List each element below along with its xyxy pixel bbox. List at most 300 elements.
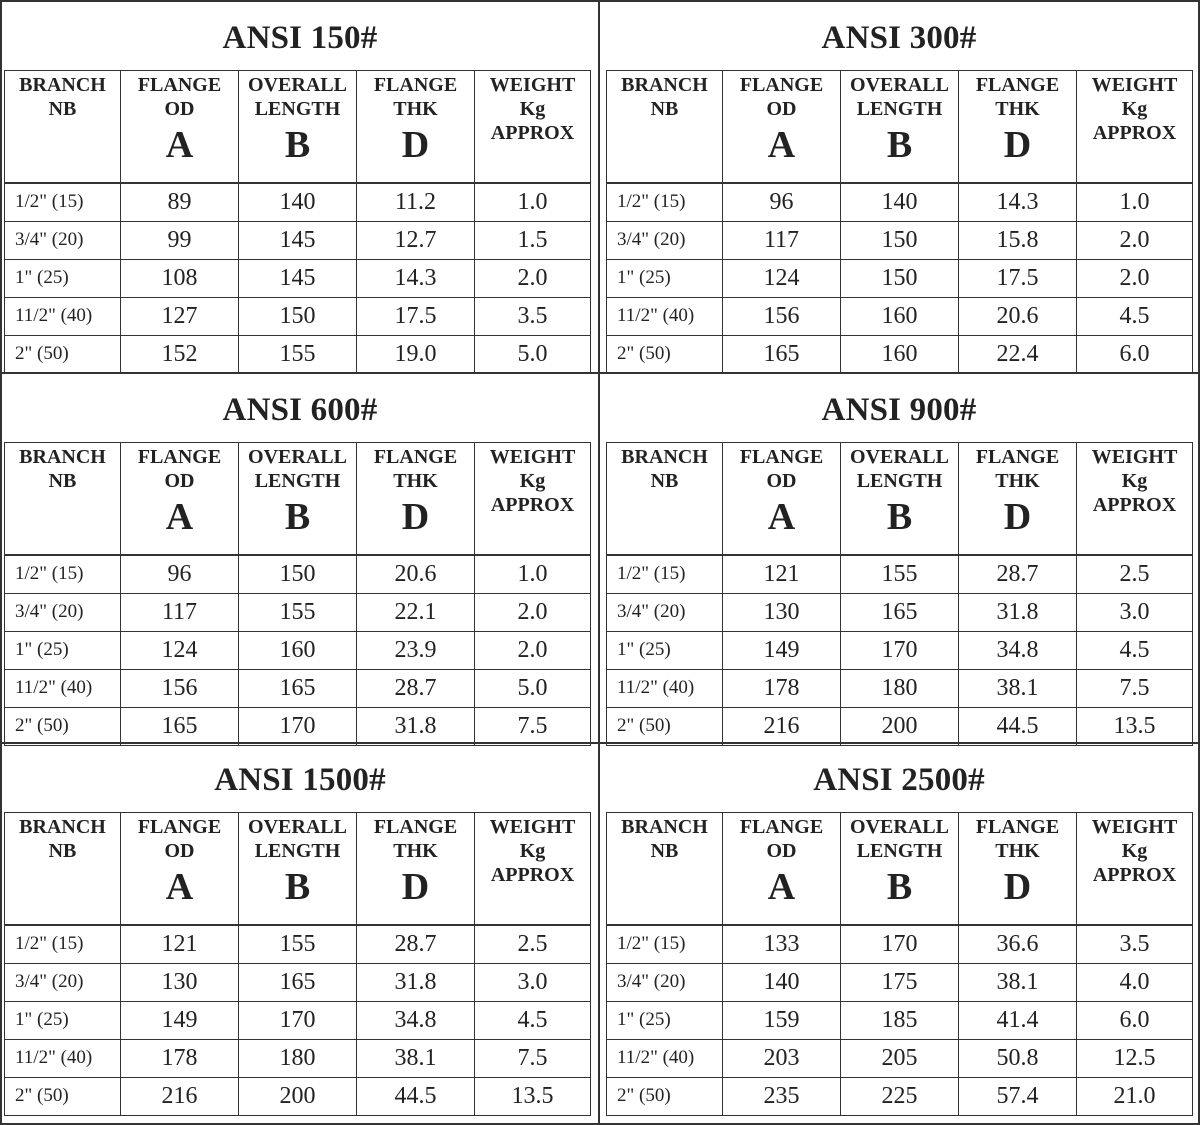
cell-branch-nb: 2" (50) bbox=[5, 335, 121, 373]
header-label-line: NB bbox=[650, 470, 679, 492]
cell-weight: 2.0 bbox=[1077, 221, 1193, 259]
cell-overall-length: 155 bbox=[841, 555, 959, 594]
cell-branch-nb: 1/2" (15) bbox=[607, 555, 723, 594]
cell-branch-nb: 11/2" (40) bbox=[607, 297, 723, 335]
header-label-line: NB bbox=[650, 98, 679, 120]
column-header-overall-length bbox=[239, 71, 357, 183]
header-label-line: OD bbox=[766, 470, 797, 492]
cell-flange-thk: 50.8 bbox=[959, 1039, 1077, 1077]
cell-flange-od: 216 bbox=[121, 1077, 239, 1115]
header-label-line: APPROX bbox=[1092, 122, 1177, 144]
cell-flange-od: 108 bbox=[121, 259, 239, 297]
table-row bbox=[607, 297, 1193, 335]
cell-flange-thk: 14.3 bbox=[357, 259, 475, 297]
cell-flange-thk: 17.5 bbox=[357, 297, 475, 335]
cell-overall-length: 165 bbox=[841, 593, 959, 631]
cell-weight: 12.5 bbox=[1077, 1039, 1193, 1077]
cell-branch-nb: 11/2" (40) bbox=[5, 297, 121, 335]
cell-weight: 7.5 bbox=[475, 707, 591, 745]
cell-flange-od: 165 bbox=[121, 707, 239, 745]
column-header-flange-thk bbox=[959, 71, 1077, 183]
header-label-line: BRANCH bbox=[19, 816, 106, 838]
cell-flange-thk: 44.5 bbox=[357, 1077, 475, 1115]
cell-overall-length: 145 bbox=[239, 259, 357, 297]
cell-weight: 6.0 bbox=[1077, 1001, 1193, 1039]
column-header-flange-od bbox=[723, 813, 841, 925]
header-dimension-letter: A bbox=[165, 124, 194, 166]
cell-overall-length: 150 bbox=[239, 555, 357, 594]
table-row bbox=[5, 925, 591, 964]
cell-overall-length: 160 bbox=[841, 335, 959, 373]
cell-flange-thk: 38.1 bbox=[959, 669, 1077, 707]
cell-flange-od: 203 bbox=[723, 1039, 841, 1077]
cell-branch-nb: 3/4" (20) bbox=[5, 593, 121, 631]
header-label-line: LENGTH bbox=[254, 840, 341, 862]
column-header-overall-length bbox=[239, 813, 357, 925]
cell-overall-length: 170 bbox=[841, 925, 959, 964]
cell-flange-thk: 57.4 bbox=[959, 1077, 1077, 1115]
cell-weight: 5.0 bbox=[475, 669, 591, 707]
header-label-line: Kg bbox=[1121, 98, 1148, 120]
header-row bbox=[5, 71, 591, 183]
header-label-line: FLANGE bbox=[373, 74, 458, 96]
table-row bbox=[5, 1039, 591, 1077]
header-label-line: APPROX bbox=[490, 864, 575, 886]
cell-weight: 4.5 bbox=[1077, 631, 1193, 669]
cell-overall-length: 155 bbox=[239, 593, 357, 631]
cell-flange-thk: 12.7 bbox=[357, 221, 475, 259]
cell-weight: 21.0 bbox=[1077, 1077, 1193, 1115]
table-row bbox=[607, 1039, 1193, 1077]
header-label-line: Kg bbox=[519, 840, 546, 862]
header-label-line: OVERALL bbox=[850, 446, 949, 468]
table-row bbox=[607, 183, 1193, 222]
header-label-line: BRANCH bbox=[621, 816, 708, 838]
header-label-line: APPROX bbox=[490, 494, 575, 516]
header-label-line: WEIGHT bbox=[489, 816, 576, 838]
cell-branch-nb: 1/2" (15) bbox=[607, 925, 723, 964]
header-label-line: Kg bbox=[519, 98, 546, 120]
cell-weight: 7.5 bbox=[1077, 669, 1193, 707]
header-row bbox=[607, 813, 1193, 925]
cell-weight: 2.5 bbox=[1077, 555, 1193, 594]
cell-weight: 2.5 bbox=[475, 925, 591, 964]
table-row bbox=[607, 1001, 1193, 1039]
header-label-line: OD bbox=[164, 98, 195, 120]
cell-flange-od: 149 bbox=[723, 631, 841, 669]
header-label-line: BRANCH bbox=[621, 74, 708, 96]
header-label-line: THK bbox=[995, 470, 1040, 492]
cell-weight: 13.5 bbox=[475, 1077, 591, 1115]
header-label-line: APPROX bbox=[490, 122, 575, 144]
cell-flange-od: 149 bbox=[121, 1001, 239, 1039]
cell-flange-od: 178 bbox=[121, 1039, 239, 1077]
table-row bbox=[607, 555, 1193, 594]
table-row bbox=[607, 631, 1193, 669]
header-dimension-letter: D bbox=[401, 124, 430, 166]
column-header-weight bbox=[1077, 71, 1193, 183]
header-label-line: LENGTH bbox=[254, 98, 341, 120]
cell-flange-thk: 23.9 bbox=[357, 631, 475, 669]
column-header-flange-thk bbox=[959, 813, 1077, 925]
cell-overall-length: 175 bbox=[841, 963, 959, 1001]
header-dimension-letter: D bbox=[1003, 496, 1032, 538]
header-label-line: BRANCH bbox=[621, 446, 708, 468]
cell-weight: 5.0 bbox=[475, 335, 591, 373]
header-dimension-letter: A bbox=[767, 496, 796, 538]
cell-overall-length: 155 bbox=[239, 925, 357, 964]
column-header-flange-od bbox=[121, 813, 239, 925]
table-row bbox=[5, 707, 591, 745]
cell-overall-length: 170 bbox=[239, 1001, 357, 1039]
cell-flange-thk: 20.6 bbox=[959, 297, 1077, 335]
table-row bbox=[5, 221, 591, 259]
cell-flange-thk: 31.8 bbox=[357, 707, 475, 745]
header-row bbox=[5, 443, 591, 555]
header-label-line: FLANGE bbox=[137, 74, 222, 96]
cell-branch-nb: 1" (25) bbox=[5, 631, 121, 669]
cell-overall-length: 140 bbox=[239, 183, 357, 222]
table-row bbox=[5, 183, 591, 222]
cell-flange-thk: 38.1 bbox=[959, 963, 1077, 1001]
cell-flange-thk: 31.8 bbox=[959, 593, 1077, 631]
header-label-line: NB bbox=[48, 98, 77, 120]
cell-flange-od: 156 bbox=[723, 297, 841, 335]
table-title: ANSI 2500# bbox=[813, 762, 985, 798]
cell-overall-length: 160 bbox=[841, 297, 959, 335]
cell-branch-nb: 2" (50) bbox=[5, 1077, 121, 1115]
cell-overall-length: 170 bbox=[239, 707, 357, 745]
column-header-branch-nb bbox=[607, 71, 723, 183]
cell-flange-od: 156 bbox=[121, 669, 239, 707]
header-label-line: OVERALL bbox=[248, 816, 347, 838]
cell-overall-length: 205 bbox=[841, 1039, 959, 1077]
header-label-line: THK bbox=[393, 470, 438, 492]
cell-flange-thk: 31.8 bbox=[357, 963, 475, 1001]
table-row bbox=[607, 707, 1193, 745]
header-label-line: WEIGHT bbox=[1091, 446, 1178, 468]
table-row bbox=[5, 631, 591, 669]
table-row bbox=[5, 335, 591, 373]
cell-overall-length: 200 bbox=[239, 1077, 357, 1115]
cell-overall-length: 185 bbox=[841, 1001, 959, 1039]
cell-flange-od: 121 bbox=[723, 555, 841, 594]
header-label-line: NB bbox=[650, 840, 679, 862]
cell-weight: 3.5 bbox=[475, 297, 591, 335]
cell-weight: 2.0 bbox=[475, 259, 591, 297]
cell-overall-length: 150 bbox=[239, 297, 357, 335]
header-label-line: FLANGE bbox=[137, 446, 222, 468]
cell-branch-nb: 3/4" (20) bbox=[5, 221, 121, 259]
flange-spec-table bbox=[606, 442, 1193, 746]
ansi-table-panel bbox=[0, 2, 600, 374]
flange-spec-table bbox=[4, 442, 591, 746]
header-label-line: Kg bbox=[1121, 470, 1148, 492]
cell-weight: 3.5 bbox=[1077, 925, 1193, 964]
header-label-line: APPROX bbox=[1092, 864, 1177, 886]
table-row bbox=[607, 335, 1193, 373]
cell-branch-nb: 1/2" (15) bbox=[5, 555, 121, 594]
header-label-line: THK bbox=[995, 98, 1040, 120]
cell-weight: 3.0 bbox=[475, 963, 591, 1001]
header-dimension-letter: B bbox=[284, 866, 311, 908]
table-row bbox=[5, 259, 591, 297]
cell-branch-nb: 3/4" (20) bbox=[5, 963, 121, 1001]
cell-branch-nb: 2" (50) bbox=[607, 335, 723, 373]
column-header-branch-nb bbox=[607, 813, 723, 925]
ansi-table-panel bbox=[600, 744, 1200, 1125]
ansi-table-panel bbox=[600, 2, 1200, 374]
cell-flange-thk: 44.5 bbox=[959, 707, 1077, 745]
cell-flange-od: 165 bbox=[723, 335, 841, 373]
column-header-overall-length bbox=[841, 443, 959, 555]
header-row bbox=[607, 71, 1193, 183]
header-dimension-letter: B bbox=[886, 496, 913, 538]
header-label-line: BRANCH bbox=[19, 446, 106, 468]
cell-flange-od: 140 bbox=[723, 963, 841, 1001]
cell-overall-length: 170 bbox=[841, 631, 959, 669]
cell-flange-thk: 34.8 bbox=[959, 631, 1077, 669]
cell-branch-nb: 1/2" (15) bbox=[5, 183, 121, 222]
header-label-line: OVERALL bbox=[248, 446, 347, 468]
cell-flange-od: 152 bbox=[121, 335, 239, 373]
column-header-flange-thk bbox=[357, 71, 475, 183]
cell-flange-od: 96 bbox=[723, 183, 841, 222]
table-title: ANSI 300# bbox=[821, 20, 977, 56]
flange-spec-table bbox=[4, 812, 591, 1116]
column-header-branch-nb bbox=[5, 71, 121, 183]
header-label-line: BRANCH bbox=[19, 74, 106, 96]
cell-overall-length: 140 bbox=[841, 183, 959, 222]
header-label-line: WEIGHT bbox=[1091, 74, 1178, 96]
header-dimension-letter: B bbox=[284, 496, 311, 538]
header-dimension-letter: D bbox=[1003, 866, 1032, 908]
column-header-weight bbox=[1077, 443, 1193, 555]
header-label-line: WEIGHT bbox=[489, 446, 576, 468]
header-label-line: THK bbox=[995, 840, 1040, 862]
table-row bbox=[5, 1001, 591, 1039]
cell-flange-thk: 17.5 bbox=[959, 259, 1077, 297]
column-header-flange-od bbox=[121, 443, 239, 555]
header-row bbox=[607, 443, 1193, 555]
cell-flange-thk: 22.4 bbox=[959, 335, 1077, 373]
cell-weight: 4.0 bbox=[1077, 963, 1193, 1001]
cell-flange-thk: 28.7 bbox=[959, 555, 1077, 594]
cell-branch-nb: 3/4" (20) bbox=[607, 963, 723, 1001]
cell-weight: 2.0 bbox=[1077, 259, 1193, 297]
cell-branch-nb: 1" (25) bbox=[607, 1001, 723, 1039]
cell-flange-thk: 19.0 bbox=[357, 335, 475, 373]
cell-flange-od: 127 bbox=[121, 297, 239, 335]
cell-flange-od: 133 bbox=[723, 925, 841, 964]
column-header-overall-length bbox=[239, 443, 357, 555]
cell-flange-od: 96 bbox=[121, 555, 239, 594]
table-title: ANSI 1500# bbox=[214, 762, 386, 798]
table-title: ANSI 600# bbox=[222, 392, 378, 428]
header-dimension-letter: A bbox=[165, 866, 194, 908]
cell-branch-nb: 3/4" (20) bbox=[607, 593, 723, 631]
cell-flange-od: 89 bbox=[121, 183, 239, 222]
cell-flange-od: 178 bbox=[723, 669, 841, 707]
cell-weight: 2.0 bbox=[475, 631, 591, 669]
cell-overall-length: 155 bbox=[239, 335, 357, 373]
cell-overall-length: 165 bbox=[239, 963, 357, 1001]
header-label-line: OVERALL bbox=[850, 816, 949, 838]
header-label-line: FLANGE bbox=[975, 74, 1060, 96]
cell-flange-od: 124 bbox=[723, 259, 841, 297]
header-label-line: LENGTH bbox=[856, 98, 943, 120]
cell-weight: 1.0 bbox=[475, 183, 591, 222]
cell-flange-thk: 11.2 bbox=[357, 183, 475, 222]
header-label-line: NB bbox=[48, 470, 77, 492]
cell-branch-nb: 11/2" (40) bbox=[607, 669, 723, 707]
header-dimension-letter: D bbox=[401, 496, 430, 538]
cell-flange-thk: 36.6 bbox=[959, 925, 1077, 964]
cell-flange-thk: 14.3 bbox=[959, 183, 1077, 222]
header-row bbox=[5, 813, 591, 925]
cell-weight: 6.0 bbox=[1077, 335, 1193, 373]
table-title: ANSI 900# bbox=[821, 392, 977, 428]
header-label-line: WEIGHT bbox=[489, 74, 576, 96]
column-header-branch-nb bbox=[607, 443, 723, 555]
cell-overall-length: 180 bbox=[841, 669, 959, 707]
cell-flange-od: 159 bbox=[723, 1001, 841, 1039]
table-row bbox=[607, 259, 1193, 297]
cell-flange-thk: 22.1 bbox=[357, 593, 475, 631]
cell-overall-length: 200 bbox=[841, 707, 959, 745]
header-label-line: OVERALL bbox=[850, 74, 949, 96]
column-header-weight bbox=[475, 813, 591, 925]
ansi-table-panel bbox=[0, 744, 600, 1125]
cell-overall-length: 165 bbox=[239, 669, 357, 707]
column-header-overall-length bbox=[841, 813, 959, 925]
flange-spec-table bbox=[606, 70, 1193, 374]
column-header-flange-od bbox=[723, 71, 841, 183]
header-label-line: WEIGHT bbox=[1091, 816, 1178, 838]
header-label-line: FLANGE bbox=[739, 446, 824, 468]
cell-weight: 1.5 bbox=[475, 221, 591, 259]
column-header-flange-thk bbox=[959, 443, 1077, 555]
column-header-branch-nb bbox=[5, 443, 121, 555]
header-dimension-letter: B bbox=[284, 124, 311, 166]
cell-weight: 3.0 bbox=[1077, 593, 1193, 631]
cell-overall-length: 150 bbox=[841, 221, 959, 259]
cell-branch-nb: 2" (50) bbox=[607, 1077, 723, 1115]
header-label-line: Kg bbox=[519, 470, 546, 492]
table-row bbox=[5, 297, 591, 335]
cell-flange-od: 117 bbox=[723, 221, 841, 259]
header-dimension-letter: B bbox=[886, 866, 913, 908]
cell-overall-length: 145 bbox=[239, 221, 357, 259]
cell-overall-length: 160 bbox=[239, 631, 357, 669]
cell-flange-od: 130 bbox=[723, 593, 841, 631]
column-header-branch-nb bbox=[5, 813, 121, 925]
cell-flange-od: 216 bbox=[723, 707, 841, 745]
header-label-line: NB bbox=[48, 840, 77, 862]
table-row bbox=[5, 669, 591, 707]
cell-branch-nb: 11/2" (40) bbox=[5, 669, 121, 707]
cell-overall-length: 225 bbox=[841, 1077, 959, 1115]
header-dimension-letter: A bbox=[767, 124, 796, 166]
table-row bbox=[607, 925, 1193, 964]
table-row bbox=[607, 593, 1193, 631]
header-dimension-letter: D bbox=[1003, 124, 1032, 166]
cell-branch-nb: 11/2" (40) bbox=[607, 1039, 723, 1077]
table-row bbox=[5, 593, 591, 631]
cell-branch-nb: 1/2" (15) bbox=[5, 925, 121, 964]
header-label-line: LENGTH bbox=[856, 840, 943, 862]
table-row bbox=[607, 1077, 1193, 1115]
cell-branch-nb: 1" (25) bbox=[607, 631, 723, 669]
table-row bbox=[5, 555, 591, 594]
cell-flange-thk: 34.8 bbox=[357, 1001, 475, 1039]
cell-flange-thk: 28.7 bbox=[357, 925, 475, 964]
cell-branch-nb: 1" (25) bbox=[607, 259, 723, 297]
header-label-line: LENGTH bbox=[856, 470, 943, 492]
cell-flange-od: 130 bbox=[121, 963, 239, 1001]
column-header-flange-od bbox=[723, 443, 841, 555]
header-label-line: OVERALL bbox=[248, 74, 347, 96]
table-row bbox=[607, 963, 1193, 1001]
flange-spec-table bbox=[4, 70, 591, 374]
cell-branch-nb: 1/2" (15) bbox=[607, 183, 723, 222]
column-header-flange-thk bbox=[357, 813, 475, 925]
header-label-line: APPROX bbox=[1092, 494, 1177, 516]
cell-branch-nb: 2" (50) bbox=[607, 707, 723, 745]
cell-flange-thk: 28.7 bbox=[357, 669, 475, 707]
cell-branch-nb: 1" (25) bbox=[5, 259, 121, 297]
cell-overall-length: 150 bbox=[841, 259, 959, 297]
header-label-line: OD bbox=[164, 840, 195, 862]
header-label-line: FLANGE bbox=[975, 816, 1060, 838]
column-header-weight bbox=[1077, 813, 1193, 925]
flange-spec-table bbox=[606, 812, 1193, 1116]
cell-branch-nb: 3/4" (20) bbox=[607, 221, 723, 259]
header-label-line: OD bbox=[766, 840, 797, 862]
table-title: ANSI 150# bbox=[222, 20, 378, 56]
column-header-weight bbox=[475, 443, 591, 555]
cell-branch-nb: 11/2" (40) bbox=[5, 1039, 121, 1077]
cell-weight: 1.0 bbox=[1077, 183, 1193, 222]
cell-weight: 2.0 bbox=[475, 593, 591, 631]
cell-flange-od: 99 bbox=[121, 221, 239, 259]
header-dimension-letter: A bbox=[767, 866, 796, 908]
header-label-line: FLANGE bbox=[739, 816, 824, 838]
cell-weight: 4.5 bbox=[1077, 297, 1193, 335]
ansi-tables-grid bbox=[0, 2, 1200, 1125]
cell-weight: 13.5 bbox=[1077, 707, 1193, 745]
cell-weight: 7.5 bbox=[475, 1039, 591, 1077]
column-header-overall-length bbox=[841, 71, 959, 183]
cell-flange-thk: 41.4 bbox=[959, 1001, 1077, 1039]
cell-flange-od: 121 bbox=[121, 925, 239, 964]
header-dimension-letter: D bbox=[401, 866, 430, 908]
header-label-line: LENGTH bbox=[254, 470, 341, 492]
cell-flange-od: 124 bbox=[121, 631, 239, 669]
header-label-line: FLANGE bbox=[373, 816, 458, 838]
table-row bbox=[607, 669, 1193, 707]
header-label-line: THK bbox=[393, 840, 438, 862]
cell-weight: 4.5 bbox=[475, 1001, 591, 1039]
table-row bbox=[5, 963, 591, 1001]
cell-branch-nb: 2" (50) bbox=[5, 707, 121, 745]
header-dimension-letter: A bbox=[165, 496, 194, 538]
table-row bbox=[5, 1077, 591, 1115]
table-row bbox=[607, 221, 1193, 259]
header-label-line: FLANGE bbox=[739, 74, 824, 96]
header-label-line: FLANGE bbox=[373, 446, 458, 468]
header-label-line: FLANGE bbox=[975, 446, 1060, 468]
